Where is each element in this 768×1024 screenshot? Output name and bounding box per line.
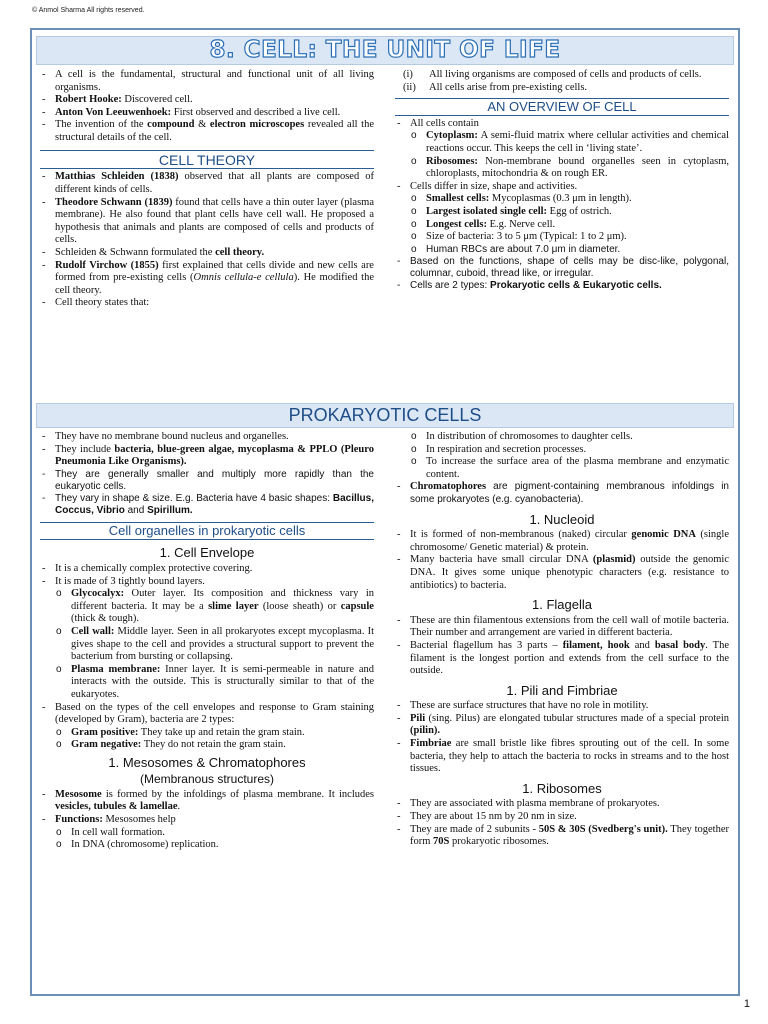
list-item: o In cell wall formation. — [40, 827, 374, 840]
list-item: o Glycocalyx: Outer layer. Its composition and thickness vary in different bacteria. It may be a slime layer (loose sheath) or capsule (thick & tough). — [40, 588, 374, 626]
list-item: - Schleiden & Schwann formulated the cell theory. — [40, 247, 374, 260]
flagella-heading: 1. Flagella — [532, 597, 592, 613]
intro-column — [40, 69, 374, 310]
nucleoid-heading: 1. Nucleoid — [529, 511, 595, 527]
list-item: - These are surface structures that have no role in motility. — [395, 700, 729, 713]
list-item: - They are made of 2 subunits - 50S & 30S (Svedberg's unit). They together form 70S prokaryotic ribosomes. — [395, 824, 729, 849]
list-item: o Largest isolated single cell: Egg of ostrich. — [395, 206, 729, 219]
list-item: - They have no membrane bound nucleus and organelles. — [40, 431, 374, 444]
pili-heading: 1. Pili and Fimbriae — [506, 682, 618, 698]
prokaryotic-left-column — [40, 431, 374, 852]
list-item: - Cell theory states that: — [40, 297, 374, 310]
list-item: o Ribosomes: Non-membrane bound organelles seen in cytoplasm, chloroplasts, mitochondria & on rough ER. — [395, 156, 729, 181]
list-item: - Mesosome is formed by the infoldings of plasma membrane. It includes vesicles, tubules & lamellae. — [40, 789, 374, 814]
ribosomes-heading: 1. Ribosomes — [522, 780, 602, 796]
list-item: o Gram negative: They do not retain the gram stain. — [40, 739, 374, 752]
list-item: (ii) All cells arise from pre-existing cells. — [403, 81, 588, 93]
list-item: o Plasma membrane: Inner layer. It is semi-permeable in nature and interacts with the outside. This is structurally similar to that of the eukaryotes. — [40, 664, 374, 702]
list-item: - It is a chemically complex protective covering. — [40, 563, 374, 576]
list-item: - Based on the functions, shape of cells may be disc-like, polygonal, columnar, cuboid, thread like, or irregular. — [395, 256, 729, 280]
list-item: o In distribution of chromosomes to daughter cells. — [395, 431, 729, 444]
list-item: - It is formed of non-membranous (naked) circular genomic DNA (single chromosome/ Genetic material) & protein. — [395, 529, 729, 554]
list-item: o To increase the surface area of the plasma membrane and enzymatic content. — [395, 456, 729, 481]
list-item: o Longest cells: E.g. Nerve cell. — [395, 219, 729, 232]
list-item: - Functions: Mesosomes help — [40, 814, 374, 827]
list-item: - These are thin filamentous extensions from the cell wall of motile bacteria. Their number and arrangement are varied in different bacteria. — [395, 615, 729, 640]
list-item: o In respiration and secretion processes. — [395, 444, 729, 457]
overview-column — [395, 69, 729, 292]
list-item: - Anton Von Leeuwenhoek: First observed and described a live cell. — [40, 107, 374, 120]
list-item: - They are associated with plasma membrane of prokaryotes. — [395, 798, 729, 811]
mesosomes-subheading: (Membranous structures) — [139, 772, 275, 787]
list-item: - Rudolf Virchow (1855) first explained that cells divide and new cells are formed from pre-existing cells (Omnis cellula-e cellula). He modified the cell theory. — [40, 260, 374, 298]
overview-heading: AN OVERVIEW OF CELL — [395, 98, 729, 116]
organelles-heading: Cell organelles in prokaryotic cells — [40, 522, 374, 541]
list-item: - They are generally smaller and multiply more rapidly than the eukaryotic cells. — [40, 469, 374, 493]
list-item: o Size of bacteria: 3 to 5 μm (Typical: 1 to 2 μm). — [395, 231, 729, 244]
list-item: - Cells differ in size, shape and activities. — [395, 181, 729, 194]
list-item: o Human RBCs are about 7.0 μm in diameter. — [395, 244, 729, 256]
list-item: o Gram positive: They take up and retain the gram stain. — [40, 727, 374, 740]
prokaryotic-cells-heading: PROKARYOTIC CELLS — [36, 403, 734, 428]
list-item: - A cell is the fundamental, structural and functional unit of all living organisms. — [40, 69, 374, 94]
list-item: - Pili (sing. Pilus) are elongated tubular structures made of a special protein (pilin). — [395, 713, 729, 738]
cell-theory-heading: CELL THEORY — [40, 150, 374, 170]
prokaryotic-right-column — [395, 431, 729, 849]
list-item: o Smallest cells: Mycoplasmas (0.3 μm in length). — [395, 193, 729, 206]
page-title: 8. CELL: THE UNIT OF LIFE — [36, 36, 734, 65]
list-item: - They vary in shape & size. E.g. Bacteria have 4 basic shapes: Bacillus, Coccus, Vibrio and Spirillum. — [40, 493, 374, 517]
cell-envelope-heading: 1. Cell Envelope — [159, 545, 255, 561]
list-item: - The invention of the compound & electron microscopes revealed all the structural details of the cell. — [40, 119, 374, 144]
list-item: - Many bacteria have small circular DNA (plasmid) outside the genomic DNA. It gives some unique phenotypic characters (e.g. resistance to antibiotics) to bacteria. — [395, 554, 729, 592]
list-item: - All cells contain — [395, 118, 729, 131]
list-item: - Cells are 2 types: Prokaryotic cells & Eukaryotic cells. — [395, 280, 729, 292]
mesosomes-heading: 1. Mesosomes & Chromatophores — [108, 754, 306, 770]
page-number: 1 — [743, 998, 750, 1010]
list-item: - Fimbriae are small bristle like fibres sprouting out of the cell. In some bacteria, they help to attach the bacteria to rocks in streams and to the host tissues. — [395, 738, 729, 776]
list-item: o Cell wall: Middle layer. Seen in all prokaryotes except mycoplasma. It gives shape to the cell and provides a structural support to prevent the bacterium from bursting or collapsing. — [40, 626, 374, 664]
list-item: o Cytoplasm: A semi-fluid matrix where cellular activities and chemical reactions occur. This keeps the cell in ‘living state’. — [395, 130, 729, 155]
list-item: - Bacterial flagellum has 3 parts – filament, hook and basal body. The filament is the longest portion and extends from the cell surface to the outside. — [395, 640, 729, 678]
list-item: o In DNA (chromosome) replication. — [40, 839, 374, 852]
list-item: - Robert Hooke: Discovered cell. — [40, 94, 374, 107]
list-item: (i) All living organisms are composed of cells and products of cells. — [403, 69, 702, 80]
list-item: - Theodore Schwann (1839) found that cells have a thin outer layer (plasma membrane). He also found that plant cells have cell wall. He proposed a hypothesis that animals and plants are composed of cells and products of cells. — [40, 197, 374, 247]
copyright-notice: © Anmol Sharma All rights reserved. — [32, 7, 145, 14]
list-item: - They are about 15 nm by 20 nm in size. — [395, 811, 729, 824]
list-item: - Based on the types of the cell envelopes and response to Gram staining (developed by Gram), bacteria are 2 types: — [40, 702, 374, 727]
list-item: - They include bacteria, blue-green algae, mycoplasma & PPLO (Pleuro Pneumonia Like Organisms). — [40, 444, 374, 469]
list-item: - Matthias Schleiden (1838) observed that all plants are composed of different kinds of cells. — [40, 171, 374, 196]
list-item: - It is made of 3 tightly bound layers. — [40, 576, 374, 589]
list-item: - Chromatophores are pigment-containing membranous infoldings in some prokaryotes (e.g. cyanobacteria). — [395, 481, 729, 506]
